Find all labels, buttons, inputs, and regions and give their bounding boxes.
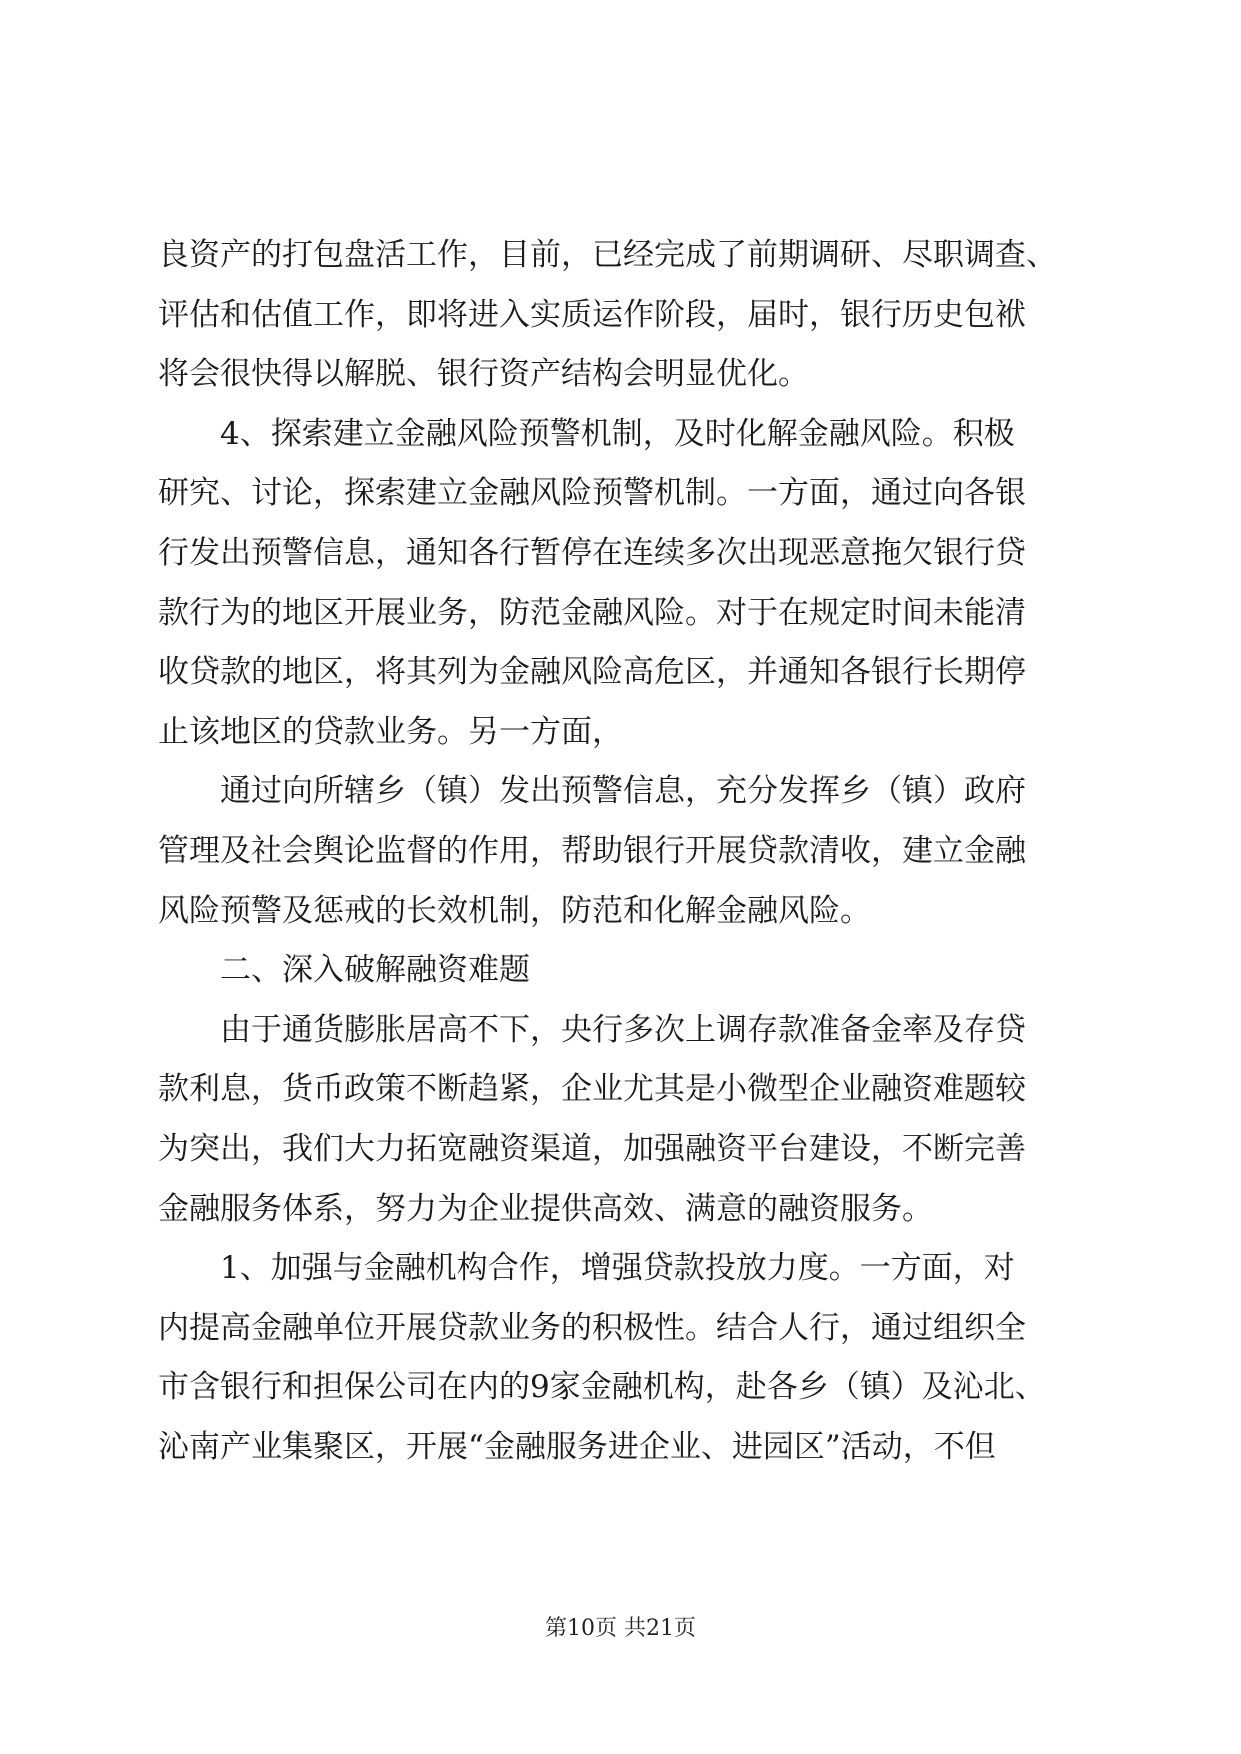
text-line: 沁南产业集聚区，开展“金融服务进企业、进园区”活动，不但 (158, 1428, 996, 1465)
text-line: 风险预警及惩戒的长效机制，防范和化解金融风险。 (158, 892, 871, 929)
text-line: 收贷款的地区，将其列为金融风险高危区，并通知各银行长期停 (158, 654, 1026, 691)
text-line: 通过向所辖乡（镇）发出预警信息，充分发挥乡（镇）政府 (158, 773, 1026, 810)
text-line: 管理及社会舆论监督的作用，帮助银行开展贷款清收，建立金融 (158, 832, 1026, 869)
text-line: 研究、讨论，探索建立金融风险预警机制。一方面，通过向各银 (158, 475, 1026, 512)
text-line: 止该地区的贷款业务。另一方面， (158, 713, 623, 750)
text-line: 为突出，我们大力拓宽融资渠道，加强融资平台建设，不断完善 (158, 1130, 1026, 1167)
text-line: 市含银行和担保公司在内的9家金融机构，赴各乡（镇）及沁北、 (158, 1369, 1046, 1406)
text-line: 评估和估值工作，即将进入实质运作阶段，届时，银行历史包袱 (158, 296, 1026, 333)
text-line: 良资产的打包盘活工作，目前，已经完成了前期调研、尽职调查、 (158, 237, 1057, 273)
body-text (158, 226, 1086, 1477)
text-line: 款利息，货币政策不断趋紧，企业尤其是小微型企业融资难题较 (158, 1071, 1026, 1108)
text-line: 行发出预警信息，通知各行暂停在连续多次出现恶意拖欠银行贷 (158, 534, 1026, 571)
text-line: 将会很快得以解脱、银行资产结构会明显优化。 (158, 356, 809, 393)
text-line: 款行为的地区开展业务，防范金融风险。对于在规定时间未能清 (158, 594, 1026, 631)
text-line: 1、加强与金融机构合作，增强贷款投放力度。一方面，对 (158, 1250, 1015, 1287)
text-line: 由于通货膨胀居高不下，央行多次上调存款准备金率及存贷 (158, 1011, 1026, 1048)
text-line: 4、探索建立金融风险预警机制，及时化解金融风险。积极 (158, 415, 1015, 452)
text-line: 内提高金融单位开展贷款业务的积极性。结合人行，通过组织全 (158, 1309, 1026, 1346)
section-heading: 二、深入破解融资难题 (158, 952, 530, 989)
text-line: 金融服务体系，努力为企业提供高效、满意的融资服务。 (158, 1190, 933, 1227)
page-footer: 第10页 共21页 (545, 1616, 696, 1641)
